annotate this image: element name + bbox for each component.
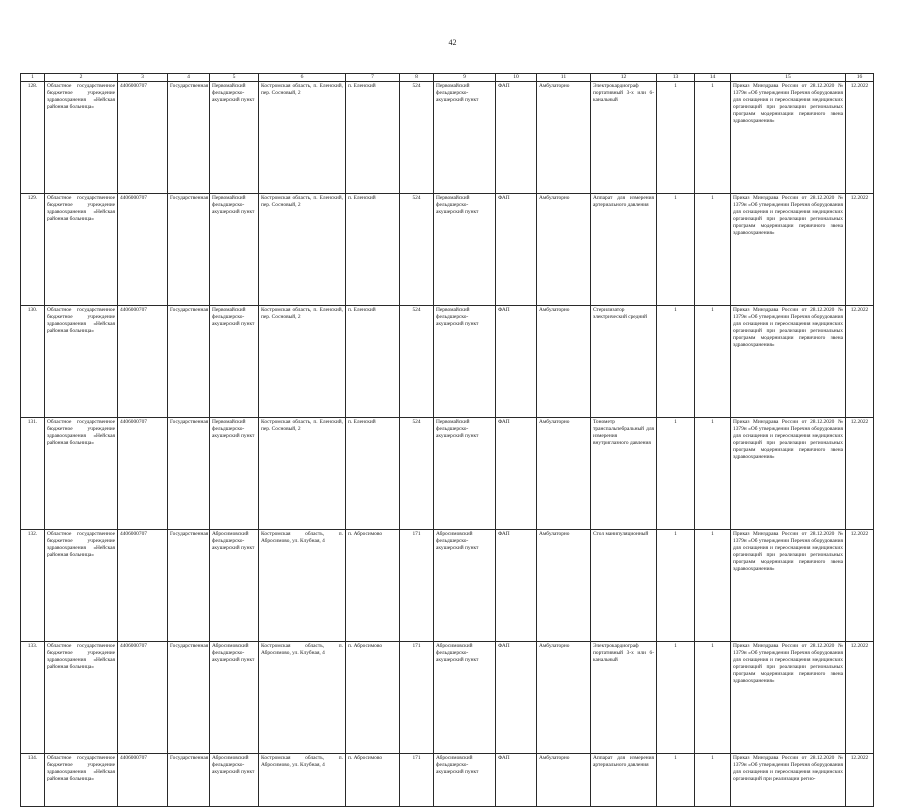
- address: Костромская область, п. Еленский, пер. Сосновый, 2: [259, 418, 346, 530]
- delivery-date: 12.2022: [846, 194, 874, 306]
- table-row: [21, 418, 874, 530]
- row-number: 129.: [21, 194, 45, 306]
- facility-name: Первомайский фельдшерско-акушерский пункт: [434, 82, 496, 194]
- quantity-needed: 1: [657, 418, 695, 530]
- structural-unit: Первомайский фельдшерско-акушерский пункт: [210, 418, 259, 530]
- table-row: [21, 530, 874, 642]
- settlement: п. Абросимово: [346, 754, 400, 807]
- column-header: 4: [168, 74, 210, 82]
- settlement: п. Еленский: [346, 306, 400, 418]
- address: Костромская область, п. Еленский, пер. Сосновый, 2: [259, 194, 346, 306]
- structural-unit: Первомайский фельдшерско-акушерский пункт: [210, 306, 259, 418]
- organization-name: Областное государственное бюджетное учреждение здравоохранения «Нейская районная больница»: [45, 194, 118, 306]
- equipment-name: Стол манипуляционный: [591, 530, 657, 642]
- population: 171: [400, 530, 434, 642]
- care-condition: Амбулаторно: [537, 642, 591, 754]
- column-header: 8: [400, 74, 434, 82]
- address: Костромская область, п. Еленский, пер. Сосновый, 2: [259, 306, 346, 418]
- inn-code: 4406000707: [118, 530, 168, 642]
- facility-type: ФАП: [496, 306, 537, 418]
- legal-basis: Приказ Минздрава России от 28.12.2020 № 1379н «Об утверждении Перечня оборудования для оснащения и переоснащения медицинских организаций при реализации региональных программ модернизации первичного звена здравоохранения»: [731, 82, 846, 194]
- ownership-form: Государственная: [168, 642, 210, 754]
- settlement: п. Абросимово: [346, 642, 400, 754]
- equipment-name: Электрокардиограф портативный 3-х или 6-канальный: [591, 82, 657, 194]
- structural-unit: Первомайский фельдшерско-акушерский пункт: [210, 82, 259, 194]
- quantity-needed: 1: [657, 530, 695, 642]
- row-number: 132.: [21, 530, 45, 642]
- equipment-name: Аппарат для измерения артериального давления: [591, 754, 657, 807]
- column-number-row: [21, 74, 874, 82]
- quantity-needed: 1: [657, 194, 695, 306]
- row-number: 128.: [21, 82, 45, 194]
- care-condition: Амбулаторно: [537, 418, 591, 530]
- address: Костромская область, п. Абросимово, ул. Клубная, 4: [259, 754, 346, 807]
- structural-unit: Абросимовский фельдшерско-акушерский пункт: [210, 530, 259, 642]
- facility-type: ФАП: [496, 418, 537, 530]
- inn-code: 4406000707: [118, 642, 168, 754]
- legal-basis: Приказ Минздрава России от 28.12.2020 № 1379н «Об утверждении Перечня оборудования для оснащения и переоснащения медицинских организаций при реализации региональных программ модернизации первичного звена здравоохранения»: [731, 418, 846, 530]
- care-condition: Амбулаторно: [537, 754, 591, 807]
- table-row: [21, 194, 874, 306]
- column-header: 13: [657, 74, 695, 82]
- address: Костромская область, п. Абросимово, ул. Клубная, 4: [259, 642, 346, 754]
- ownership-form: Государственная: [168, 82, 210, 194]
- quantity-planned: 1: [695, 642, 731, 754]
- ownership-form: Государственная: [168, 418, 210, 530]
- care-condition: Амбулаторно: [537, 530, 591, 642]
- column-header: 14: [695, 74, 731, 82]
- column-header: 10: [496, 74, 537, 82]
- quantity-planned: 1: [695, 194, 731, 306]
- care-condition: Амбулаторно: [537, 194, 591, 306]
- equipment-name: Стерилизатор электрический средний: [591, 306, 657, 418]
- organization-name: Областное государственное бюджетное учреждение здравоохранения «Нейская районная больница»: [45, 306, 118, 418]
- organization-name: Областное государственное бюджетное учреждение здравоохранения «Нейская районная больница»: [45, 82, 118, 194]
- facility-type: ФАП: [496, 530, 537, 642]
- population: 524: [400, 306, 434, 418]
- facility-name: Первомайский фельдшерско-акушерский пункт: [434, 194, 496, 306]
- column-header: 15: [731, 74, 846, 82]
- legal-basis: Приказ Минздрава России от 28.12.2020 № 1379н «Об утверждении Перечня оборудования для оснащения и переоснащения медицинских организаций при реализации региональных программ модернизации первичного звена здравоохранения»: [731, 530, 846, 642]
- page-number: 42: [448, 38, 457, 47]
- settlement: п. Еленский: [346, 194, 400, 306]
- column-header: 12: [591, 74, 657, 82]
- equipment-name: Аппарат для измерения артериального давления: [591, 194, 657, 306]
- delivery-date: 12.2022: [846, 642, 874, 754]
- facility-type: ФАП: [496, 194, 537, 306]
- facility-type: ФАП: [496, 754, 537, 807]
- delivery-date: 12.2022: [846, 82, 874, 194]
- facility-name: Абросимовский фельдшерско-акушерский пункт: [434, 754, 496, 807]
- population: 171: [400, 642, 434, 754]
- facility-name: Первомайский фельдшерско-акушерский пункт: [434, 418, 496, 530]
- column-header: 5: [210, 74, 259, 82]
- delivery-date: 12.2022: [846, 418, 874, 530]
- settlement: п. Еленский: [346, 418, 400, 530]
- column-header: 7: [346, 74, 400, 82]
- legal-basis: Приказ Минздрава России от 28.12.2020 № 1379н «Об утверждении Перечня оборудования для оснащения и переоснащения медицинских организаций при реализации региональных программ модернизации первичного звена здравоохранения»: [731, 194, 846, 306]
- legal-basis: Приказ Минздрава России от 28.12.2020 № 1379н «Об утверждении Перечня оборудования для оснащения и переоснащения медицинских организаций при реализации региональных программ модернизации первичного звена здравоохранения»: [731, 642, 846, 754]
- column-header: 2: [45, 74, 118, 82]
- column-header: 3: [118, 74, 168, 82]
- facility-name: Абросимовский фельдшерско-акушерский пункт: [434, 530, 496, 642]
- quantity-planned: 1: [695, 306, 731, 418]
- population: 524: [400, 418, 434, 530]
- row-number: 133.: [21, 642, 45, 754]
- column-header: 9: [434, 74, 496, 82]
- quantity-needed: 1: [657, 754, 695, 807]
- settlement: п. Абросимово: [346, 530, 400, 642]
- organization-name: Областное государственное бюджетное учреждение здравоохранения «Нейская районная больница»: [45, 418, 118, 530]
- settlement: п. Еленский: [346, 82, 400, 194]
- organization-name: Областное государственное бюджетное учреждение здравоохранения «Нейская районная больница»: [45, 642, 118, 754]
- column-header: 16: [846, 74, 874, 82]
- facility-type: ФАП: [496, 642, 537, 754]
- quantity-planned: 1: [695, 82, 731, 194]
- organization-name: Областное государственное бюджетное учреждение здравоохранения «Нейская районная больница»: [45, 754, 118, 807]
- ownership-form: Государственная: [168, 306, 210, 418]
- facility-type: ФАП: [496, 82, 537, 194]
- row-number: 131.: [21, 418, 45, 530]
- inn-code: 4406000707: [118, 754, 168, 807]
- quantity-needed: 1: [657, 82, 695, 194]
- delivery-date: 12.2022: [846, 530, 874, 642]
- care-condition: Амбулаторно: [537, 306, 591, 418]
- table-row: [21, 642, 874, 754]
- delivery-date: 12.2022: [846, 754, 874, 807]
- inn-code: 4406000707: [118, 82, 168, 194]
- equipment-name: Электрокардиограф портативный 3-х или 6-канальный: [591, 642, 657, 754]
- legal-basis: Приказ Минздрава России от 28.12.2020 № 1379н «Об утверждении Перечня оборудования для оснащения и переоснащения медицинских организаций при реализации региональных программ модернизации первичного звена здравоохранения»: [731, 306, 846, 418]
- table-row: [21, 754, 874, 807]
- quantity-planned: 1: [695, 754, 731, 807]
- quantity-planned: 1: [695, 530, 731, 642]
- care-condition: Амбулаторно: [537, 82, 591, 194]
- organization-name: Областное государственное бюджетное учреждение здравоохранения «Нейская районная больница»: [45, 530, 118, 642]
- inn-code: 4406000707: [118, 194, 168, 306]
- delivery-date: 12.2022: [846, 306, 874, 418]
- facility-name: Абросимовский фельдшерско-акушерский пункт: [434, 642, 496, 754]
- table-row: [21, 306, 874, 418]
- structural-unit: Абросимовский фельдшерско-акушерский пункт: [210, 754, 259, 807]
- population: 524: [400, 194, 434, 306]
- quantity-needed: 1: [657, 306, 695, 418]
- structural-unit: Абросимовский фельдшерско-акушерский пункт: [210, 642, 259, 754]
- structural-unit: Первомайский фельдшерско-акушерский пункт: [210, 194, 259, 306]
- legal-basis: Приказ Минздрава России от 28.12.2020 № 1379н «Об утверждении Перечня оборудования для оснащения и переоснащения медицинских организаций при реализации регио-: [731, 754, 846, 807]
- address: Костромская область, п. Еленский, пер. Сосновый, 2: [259, 82, 346, 194]
- inn-code: 4406000707: [118, 418, 168, 530]
- population: 524: [400, 82, 434, 194]
- quantity-planned: 1: [695, 418, 731, 530]
- column-header: 1: [21, 74, 45, 82]
- ownership-form: Государственная: [168, 754, 210, 807]
- ownership-form: Государственная: [168, 530, 210, 642]
- row-number: 130.: [21, 306, 45, 418]
- row-number: 134.: [21, 754, 45, 807]
- inn-code: 4406000707: [118, 306, 168, 418]
- population: 171: [400, 754, 434, 807]
- column-header: 6: [259, 74, 346, 82]
- facility-name: Первомайский фельдшерско-акушерский пункт: [434, 306, 496, 418]
- table-row: [21, 82, 874, 194]
- equipment-name: Тонометр транспальпебральный для измерения внутриглазного давления: [591, 418, 657, 530]
- address: Костромская область, п. Абросимово, ул. Клубная, 4: [259, 530, 346, 642]
- ownership-form: Государственная: [168, 194, 210, 306]
- column-header: 11: [537, 74, 591, 82]
- equipment-table: [20, 73, 874, 807]
- quantity-needed: 1: [657, 642, 695, 754]
